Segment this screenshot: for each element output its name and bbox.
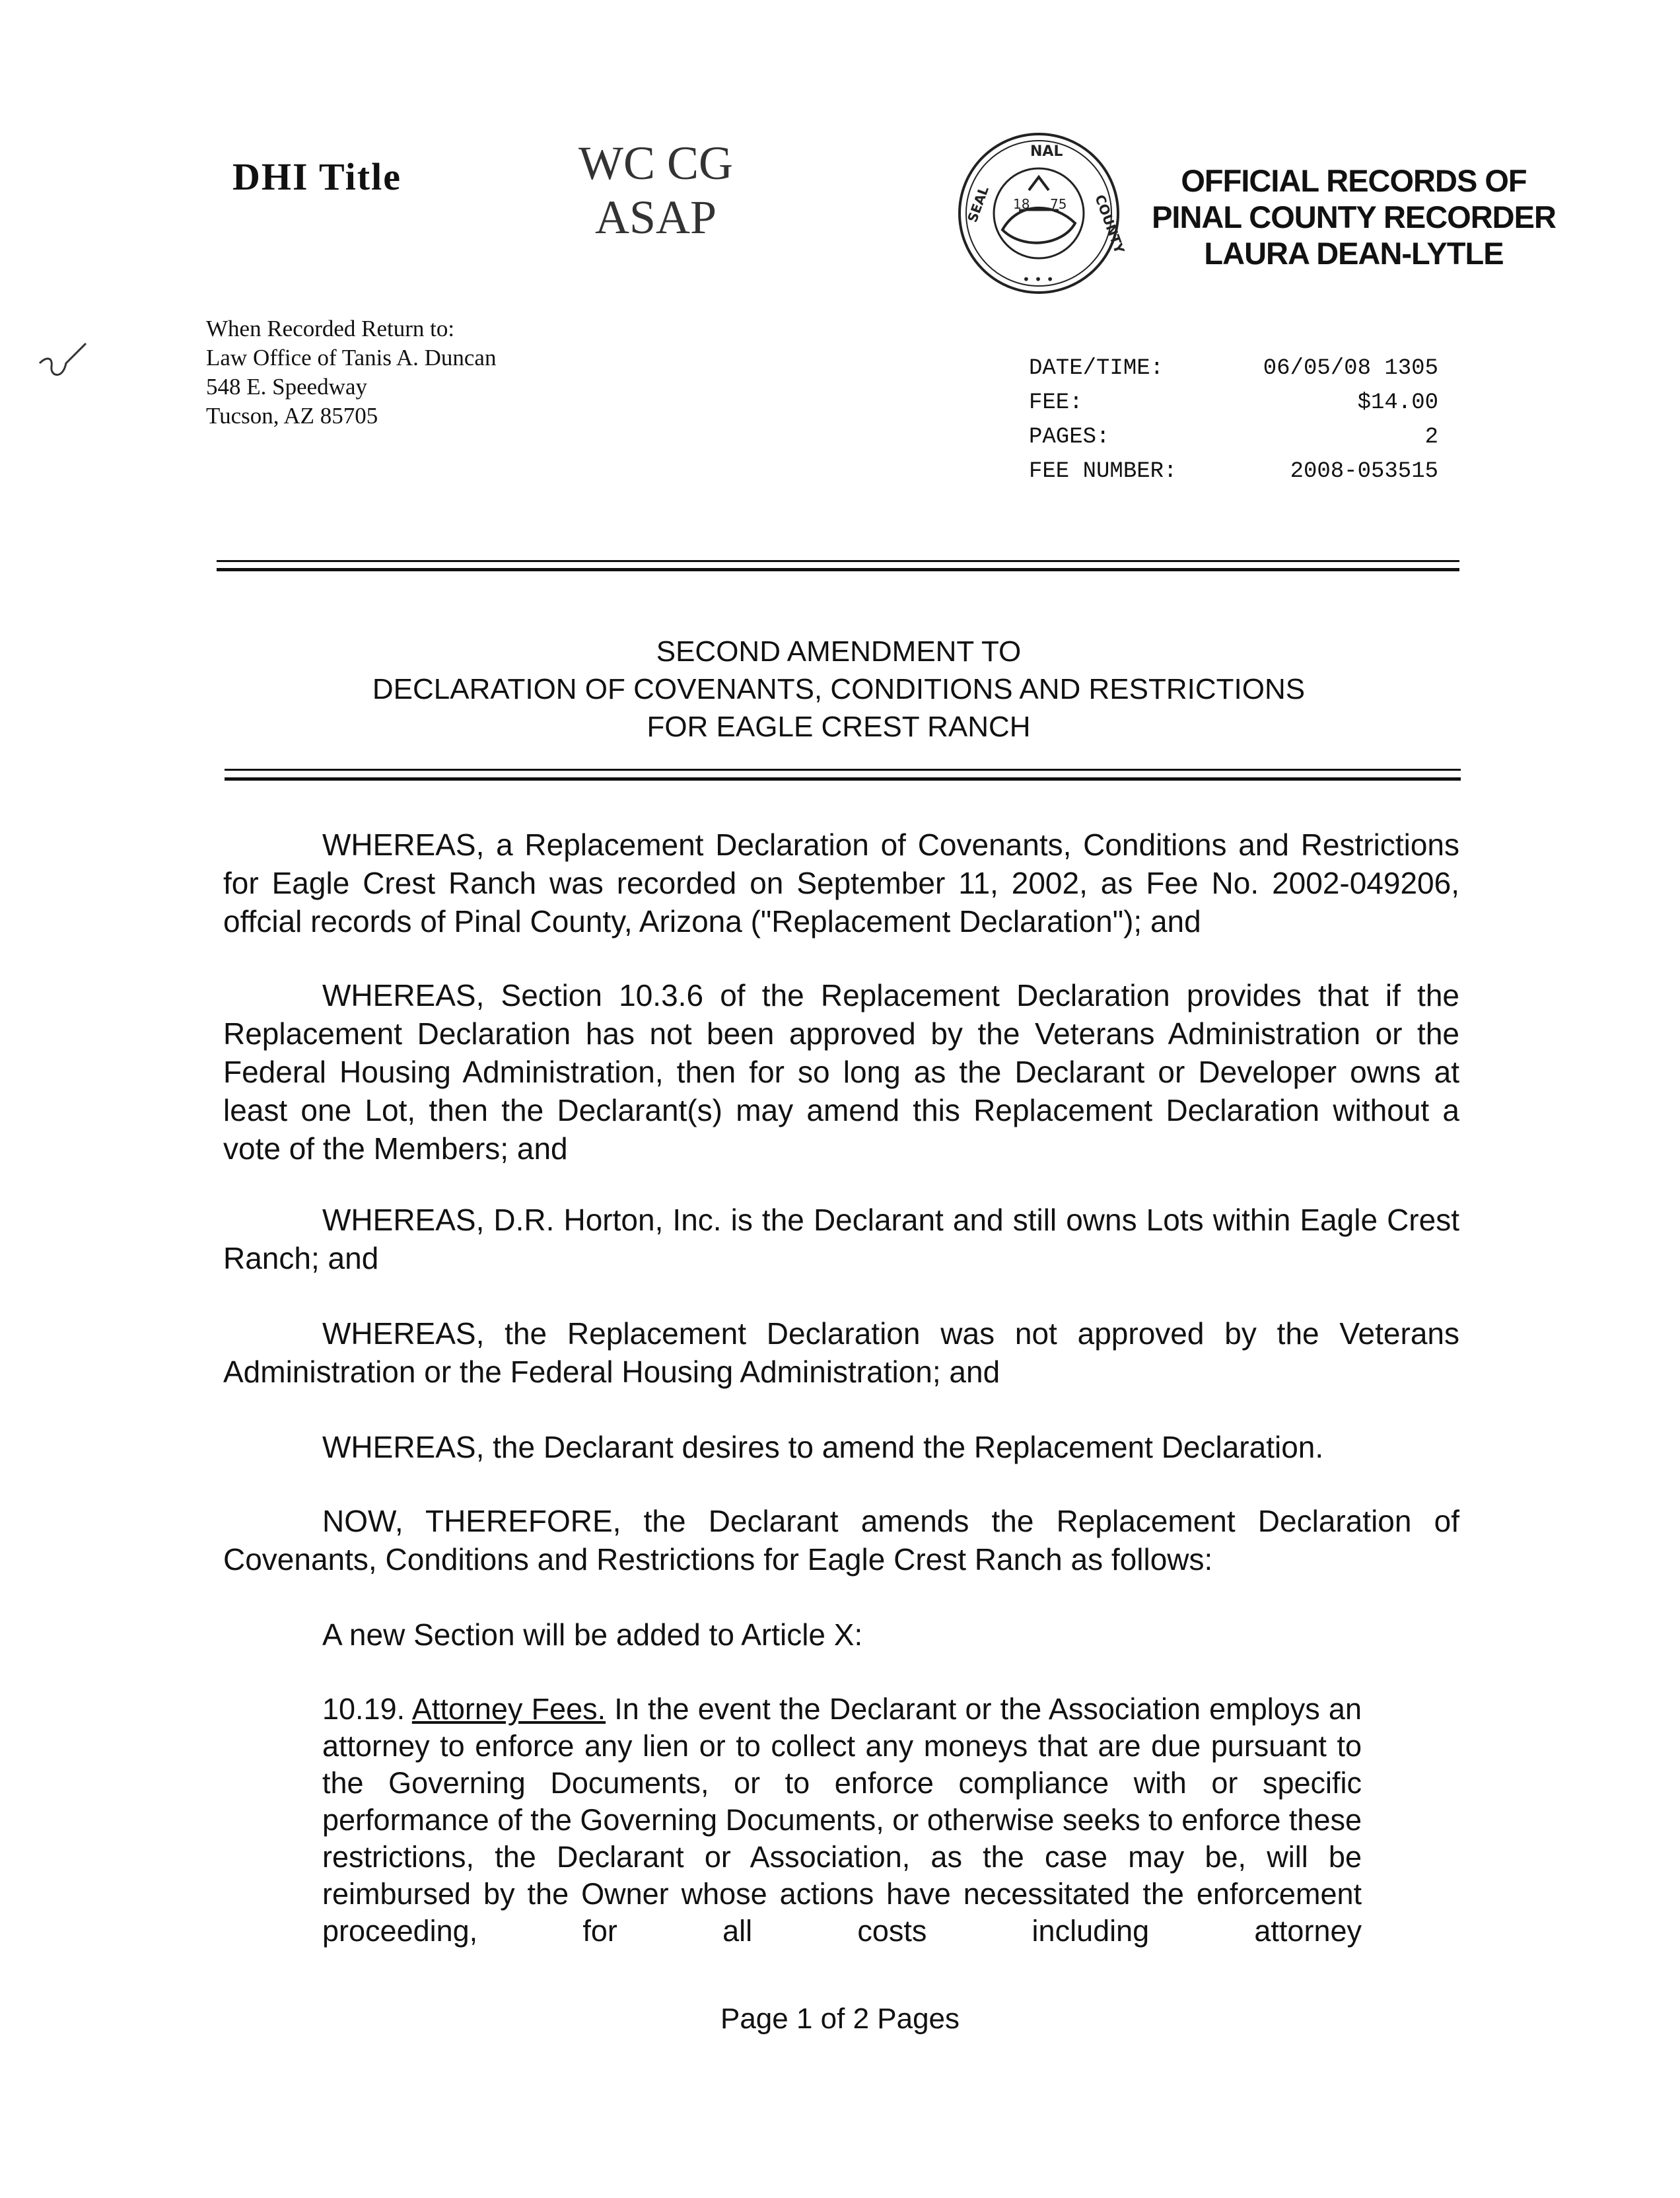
return-address xyxy=(206,314,496,431)
handwritten-check-mark xyxy=(33,337,92,390)
handwritten-note xyxy=(573,136,738,244)
article-note: A new Section will be added to Article X: xyxy=(322,1617,863,1652)
recital-paragraph-2 xyxy=(223,976,1459,1168)
operative-text: NOW, THEREFORE, the Declarant amends the Replacement Declaration of Covenants, Conditions and Restrictions for Eagle Crest Ranch as follows: xyxy=(223,1504,1459,1577)
svg-text:COUNTY: COUNTY xyxy=(1092,192,1128,256)
recorder-line1: OFFICIAL RECORDS OF xyxy=(1181,163,1527,198)
svg-text:75: 75 xyxy=(1050,196,1067,212)
fee-row xyxy=(1029,386,1438,420)
page-number: Page 1 of 2 Pages xyxy=(720,2003,960,2035)
county-seal-icon xyxy=(956,131,1128,296)
return-line1: Law Office of Tanis A. Duncan xyxy=(206,345,497,371)
fee-value: $14.00 xyxy=(1357,390,1438,415)
recital-paragraph-5: WHEREAS, the Declarant desires to amend the Replacement Declaration. xyxy=(322,1430,1324,1464)
pages-label: PAGES: xyxy=(1029,425,1110,450)
date-row xyxy=(1029,351,1438,386)
date-value: 06/05/08 1305 xyxy=(1263,356,1438,381)
recorder-line2: PINAL COUNTY RECORDER xyxy=(1152,199,1556,234)
return-heading: When Recorded Return to: xyxy=(206,316,455,341)
svg-text:SEAL: SEAL xyxy=(964,184,992,225)
recorder-line3: LAURA DEAN-LYTLE xyxy=(1204,236,1504,271)
title-line1: SECOND AMENDMENT TO xyxy=(656,635,1022,668)
section-heading: Attorney Fees. xyxy=(411,1692,606,1726)
recorder-header xyxy=(1149,162,1558,271)
section-10-19 xyxy=(322,1691,1362,1950)
fee-label: FEE: xyxy=(1029,390,1083,415)
divider-rule xyxy=(225,769,1461,771)
svg-text:18: 18 xyxy=(1013,196,1030,212)
section-number: 10.19. xyxy=(322,1692,405,1726)
fee-number-row xyxy=(1029,454,1438,489)
title-line3: FOR EAGLE CREST RANCH xyxy=(647,711,1031,743)
handwritten-note-line1: WC CG xyxy=(578,137,733,190)
recital-1-text: WHEREAS, a Replacement Declaration of Covenants, Conditions and Restrictions for Eagle Crest Ranch was recorded on September 11, 2002, as Fee No. 2002-049206, offcial records of Pinal County, Arizona ("Replacement Declaration"); and xyxy=(223,828,1459,939)
divider-rule xyxy=(225,777,1461,781)
document-title xyxy=(291,633,1387,746)
return-line3: Tucson, AZ 85705 xyxy=(206,403,378,429)
svg-text:• • •: • • • xyxy=(1022,271,1055,287)
recital-4-text: WHEREAS, the Replacement Declaration was not approved by the Veterans Administration or the Federal Housing Administration; and xyxy=(223,1316,1459,1389)
recital-3-text: WHEREAS, D.R. Horton, Inc. is the Declarant and still owns Lots within Eagle Crest Ranch; and xyxy=(223,1203,1459,1275)
pages-row xyxy=(1029,420,1438,454)
title-company-stamp: DHI Title xyxy=(232,155,402,198)
svg-text:NAL: NAL xyxy=(1030,143,1063,160)
fee-number-value: 2008-053515 xyxy=(1290,459,1438,484)
return-line2: 548 E. Speedway xyxy=(206,374,367,400)
recital-paragraph-4 xyxy=(223,1314,1459,1391)
title-line2: DECLARATION OF COVENANTS, CONDITIONS AND RESTRICTIONS xyxy=(372,673,1306,705)
divider-rule xyxy=(217,568,1459,571)
section-body: In the event the Declarant or the Association employs an attorney to enforce any lien or to collect any moneys that are due pursuant to the Governing Documents, or to enforce compliance with or specific performance of the Governing Documents, or otherwise seeks to enforce these restrictions, the Declarant or Association, as the case may be, will be reimbursed by the Owner whose actions have necessitated the enforcement proceeding, for all costs including attorney xyxy=(322,1692,1362,1948)
recording-info xyxy=(1029,351,1438,489)
handwritten-note-line2: ASAP xyxy=(594,191,717,244)
recital-paragraph-1 xyxy=(223,826,1459,940)
recital-paragraph-3 xyxy=(223,1201,1459,1277)
fee-number-label: FEE NUMBER: xyxy=(1029,459,1177,484)
date-label: DATE/TIME: xyxy=(1029,356,1164,381)
recital-2-text: WHEREAS, Section 10.3.6 of the Replacement Declaration provides that if the Replacement Declaration has not been approved by the Veterans Administration or the Federal Housing Administration, then for so long as the Declarant or Developer owns at least one Lot, then the Declarant(s) may amend this Replacement Declaration without a vote of the Members; and xyxy=(223,978,1459,1166)
pages-value: 2 xyxy=(1424,425,1438,450)
divider-rule xyxy=(217,560,1459,562)
operative-paragraph xyxy=(223,1502,1459,1578)
